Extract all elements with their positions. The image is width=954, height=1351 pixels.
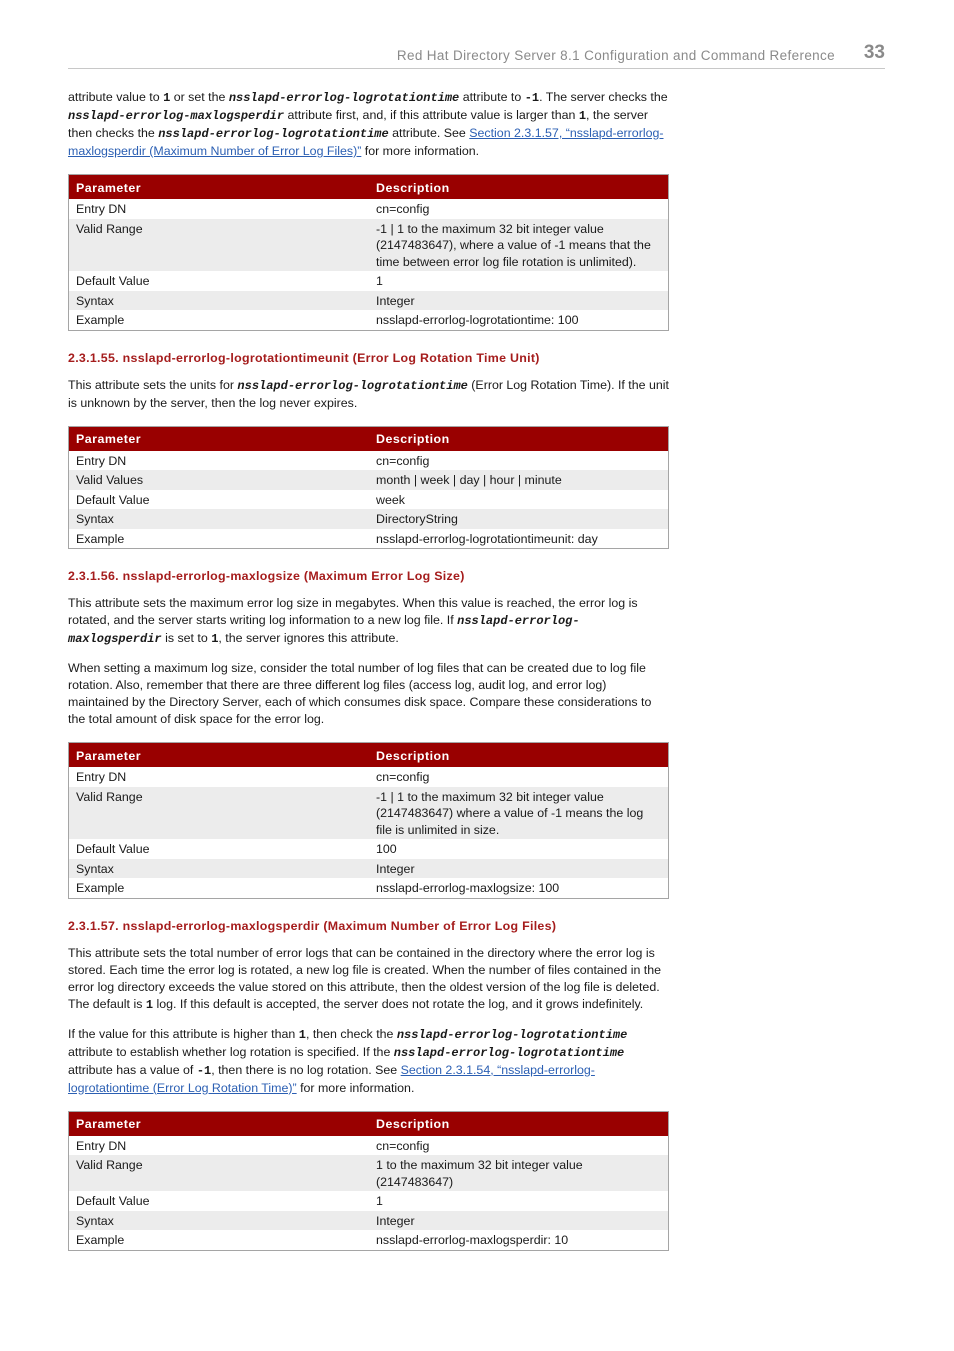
section-heading-55: 2.3.1.55. nsslapd-errorlog-logrotationtimeunit (Error Log Rotation Time Unit): [68, 350, 540, 365]
section-heading-56: 2.3.1.56. nsslapd-errorlog-maxlogsize (Maximum Error Log Size): [68, 569, 465, 583]
intro-paragraph: attribute value to 1 or set the nsslapd-errorlog-logrotationtime attribute to -1. The server checks the nsslapd-errorlog-maxlogsperdir attribute first, and, if this attribute value is larger than 1, the server then checks the nsslapd-errorlog-logrotationtime attribute. See Section 2.3.1.57, “nsslapd-errorlog-maxlogsperdir (Maximum Number of Error Log Files)” for more information.: [68, 90, 668, 158]
section-heading-57: 2.3.1.57. nsslapd-errorlog-maxlogsperdir (Maximum Number of Error Log Files): [68, 918, 557, 933]
parameter-table-logrotationtimeunit: [68, 426, 669, 550]
table-row: Entry DN cn=config: [76, 453, 430, 468]
column-header-description: Description: [369, 175, 669, 200]
column-header-parameter: Parameter: [69, 175, 370, 200]
column-header-description: Description: [369, 743, 669, 768]
column-header-parameter: Parameter: [69, 743, 370, 768]
table-row: Example nsslapd-errorlog-logrotationtime: 100: [76, 313, 579, 327]
column-header-parameter: Parameter: [69, 1111, 370, 1136]
section-56-paragraph-1: This attribute sets the maximum error log size in megabytes. When this value is reached, the error log is rotated, and the server starts writing log information to a new log file. If nsslapd-errorlog-maxlogsperdir is set to 1, the server ignores this attribute.: [68, 596, 638, 646]
table-row: Default Value week: [76, 492, 405, 507]
parameter-table-maxlogsperdir: [68, 1111, 669, 1251]
table-row: Valid Range 1 to the maximum 32 bit integer value (2147483647): [69, 1155, 669, 1191]
table-row: Example nsslapd-errorlog-maxlogsperdir: 10: [76, 1233, 569, 1247]
table-row: Entry DN cn=config: [76, 1138, 430, 1153]
column-header-description: Description: [369, 426, 669, 451]
table-row: Default Value 100: [76, 842, 397, 856]
table-row: Syntax DirectoryString: [69, 509, 669, 529]
page-header: [68, 40, 885, 69]
section-56-paragraph-2: When setting a maximum log size, consider the total number of log files that can be created due to log file rotation. Also, remember that there are three different log files (access log, audit log, and error log) maintained by the Directory Server, each of which consumes disk space. Compare these considerations to the total amount of disk space for the error log.: [68, 661, 652, 726]
page-number: 33: [863, 42, 885, 63]
column-header-parameter: Parameter: [69, 426, 370, 451]
column-header-description: Description: [369, 1111, 669, 1136]
page-content: [68, 89, 669, 1251]
table-row: Entry DN cn=config: [76, 770, 430, 784]
section-link-57[interactable]: Section 2.3.1.57, “nsslapd-errorlog-maxlogsperdir (Maximum Number of Error Log Files)”: [68, 126, 664, 158]
section-57-paragraph-1: This attribute sets the total number of error logs that can be contained in the directory where the error log is stored. Each time the error log is rotated, a new log file is created. When the number of files contained in the error log directory exceeds the value stored on this attribute, then the oldest version of the log file is deleted. The default is 1 log. If this default is accepted, the server does not rotate the log, and it grows indefinitely.: [68, 945, 662, 1012]
book-title: Red Hat Directory Server 8.1 Configuration and Command Reference: [396, 48, 835, 63]
table-row: Valid Range -1 | 1 to the maximum 32 bit integer value (2147483647) where a value of -1 means the log file is unlimited in size.: [69, 787, 669, 840]
table-row: Syntax Integer: [69, 291, 669, 311]
section-57-paragraph-2: If the value for this attribute is higher than 1, then check the nsslapd-errorlog-logrotationtime attribute to establish whether log rotation is specified. If the nsslapd-errorlog-logrotationtime attribute has a value of -1, then there is no log rotation. See Section 2.3.1.54, “nsslapd-errorlog-logrotationtime (Error Log Rotation Time)” for more information.: [68, 1026, 628, 1095]
table-row: Example nsslapd-errorlog-logrotationtimeunit: day: [76, 531, 598, 546]
table-row: Valid Range -1 | 1 to the maximum 32 bit integer value (2147483647), where a value of -1 means that the time between error log file rotation is unlimited).: [69, 219, 669, 272]
parameter-table-maxlogsize: [68, 742, 669, 899]
table-row: Example nsslapd-errorlog-maxlogsize: 100: [76, 881, 560, 895]
table-row: Entry DN cn=config: [76, 202, 430, 216]
table-row: Syntax Integer: [69, 1211, 669, 1231]
table-row: Default Value 1: [76, 1194, 383, 1208]
section-55-paragraph: This attribute sets the units for nsslapd-errorlog-logrotationtime (Error Log Rotation Time). If the unit is unknown by the server, then the log never expires.: [68, 377, 669, 410]
table-row: Valid Values month | week | day | hour | minute: [69, 470, 669, 490]
section-link-54[interactable]: Section 2.3.1.54, “nsslapd-errorlog-logrotationtime (Error Log Rotation Time)”: [68, 1062, 595, 1095]
table-row: Syntax Integer: [69, 859, 669, 879]
table-row: Default Value 1: [76, 274, 383, 288]
parameter-table-logrotationtime: [68, 174, 669, 331]
